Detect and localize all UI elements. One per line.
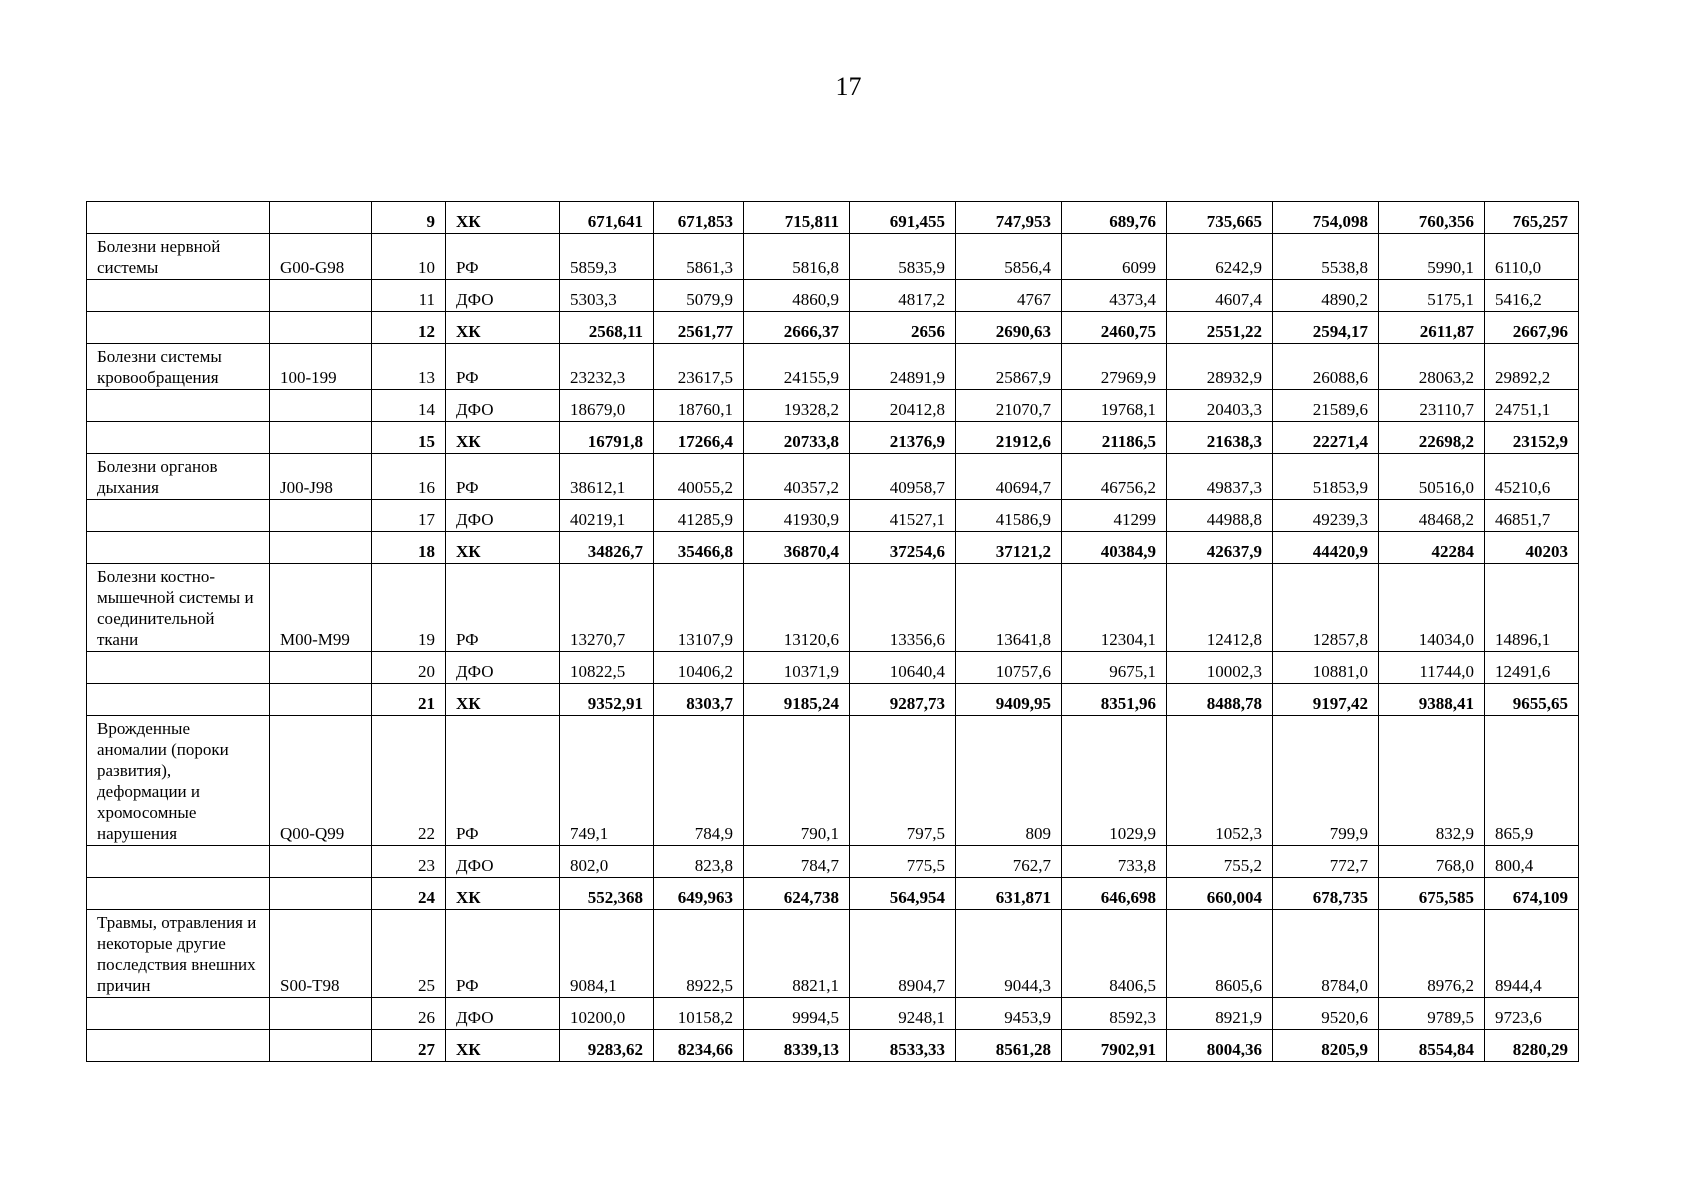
value-cell: 802,0	[560, 846, 654, 878]
value-cell: 784,9	[654, 716, 744, 846]
value-cell: 24751,1	[1485, 390, 1579, 422]
value-cell: 5538,8	[1273, 234, 1379, 280]
value-cell: 800,4	[1485, 846, 1579, 878]
value-cell: 5303,3	[560, 280, 654, 312]
value-cell: 6099	[1062, 234, 1167, 280]
value-cell: 23110,7	[1379, 390, 1485, 422]
table-row	[87, 998, 1579, 1030]
value-cell: 22698,2	[1379, 422, 1485, 454]
region-cell: ДФО	[446, 390, 560, 422]
table-row	[87, 500, 1579, 532]
region-cell: ХК	[446, 878, 560, 910]
value-cell: 21912,6	[956, 422, 1062, 454]
value-cell: 17266,4	[654, 422, 744, 454]
value-cell: 8605,6	[1167, 910, 1273, 998]
row-number-cell: 22	[372, 716, 446, 846]
value-cell: 1029,9	[1062, 716, 1167, 846]
value-cell: 10640,4	[850, 652, 956, 684]
value-cell: 9520,6	[1273, 998, 1379, 1030]
disease-name-cell	[87, 846, 270, 878]
value-cell: 19768,1	[1062, 390, 1167, 422]
value-cell: 10002,3	[1167, 652, 1273, 684]
value-cell: 772,7	[1273, 846, 1379, 878]
row-number-cell: 18	[372, 532, 446, 564]
value-cell: 10200,0	[560, 998, 654, 1030]
value-cell: 8351,96	[1062, 684, 1167, 716]
value-cell: 23232,3	[560, 344, 654, 390]
value-cell: 671,853	[654, 202, 744, 234]
value-cell: 38612,1	[560, 454, 654, 500]
table-row	[87, 1030, 1579, 1062]
value-cell: 13107,9	[654, 564, 744, 652]
disease-name-cell	[87, 998, 270, 1030]
value-cell: 5416,2	[1485, 280, 1579, 312]
value-cell: 9789,5	[1379, 998, 1485, 1030]
value-cell: 10822,5	[560, 652, 654, 684]
value-cell: 2667,96	[1485, 312, 1579, 344]
value-cell: 28063,2	[1379, 344, 1485, 390]
value-cell: 5859,3	[560, 234, 654, 280]
row-number-cell: 27	[372, 1030, 446, 1062]
value-cell: 41285,9	[654, 500, 744, 532]
value-cell: 12491,6	[1485, 652, 1579, 684]
table-row	[87, 280, 1579, 312]
value-cell: 40203	[1485, 532, 1579, 564]
statistics-table	[86, 201, 1579, 1062]
value-cell: 44420,9	[1273, 532, 1379, 564]
value-cell: 747,953	[956, 202, 1062, 234]
value-cell: 36870,4	[744, 532, 850, 564]
value-cell: 20403,3	[1167, 390, 1273, 422]
value-cell: 5990,1	[1379, 234, 1485, 280]
value-cell: 715,811	[744, 202, 850, 234]
table-row	[87, 910, 1579, 998]
disease-name-cell: Болезни нервной системы	[87, 234, 270, 280]
table-row	[87, 312, 1579, 344]
value-cell: 2551,22	[1167, 312, 1273, 344]
value-cell: 8821,1	[744, 910, 850, 998]
value-cell: 10371,9	[744, 652, 850, 684]
value-cell: 8904,7	[850, 910, 956, 998]
disease-name-cell	[87, 202, 270, 234]
value-cell: 865,9	[1485, 716, 1579, 846]
row-number-cell: 16	[372, 454, 446, 500]
value-cell: 5835,9	[850, 234, 956, 280]
value-cell: 9287,73	[850, 684, 956, 716]
icd-code-cell	[270, 532, 372, 564]
value-cell: 45210,6	[1485, 454, 1579, 500]
value-cell: 8280,29	[1485, 1030, 1579, 1062]
value-cell: 35466,8	[654, 532, 744, 564]
value-cell: 6242,9	[1167, 234, 1273, 280]
region-cell: ХК	[446, 532, 560, 564]
value-cell: 4607,4	[1167, 280, 1273, 312]
value-cell: 10757,6	[956, 652, 1062, 684]
value-cell: 22271,4	[1273, 422, 1379, 454]
icd-code-cell: 100-199	[270, 344, 372, 390]
region-cell: РФ	[446, 564, 560, 652]
icd-code-cell: Q00-Q99	[270, 716, 372, 846]
value-cell: 51853,9	[1273, 454, 1379, 500]
value-cell: 20733,8	[744, 422, 850, 454]
region-cell: ХК	[446, 684, 560, 716]
value-cell: 8234,66	[654, 1030, 744, 1062]
value-cell: 24155,9	[744, 344, 850, 390]
value-cell: 40219,1	[560, 500, 654, 532]
value-cell: 27969,9	[1062, 344, 1167, 390]
value-cell: 13120,6	[744, 564, 850, 652]
value-cell: 9994,5	[744, 998, 850, 1030]
value-cell: 26088,6	[1273, 344, 1379, 390]
value-cell: 762,7	[956, 846, 1062, 878]
value-cell: 9675,1	[1062, 652, 1167, 684]
value-cell: 775,5	[850, 846, 956, 878]
icd-code-cell	[270, 1030, 372, 1062]
value-cell: 4860,9	[744, 280, 850, 312]
value-cell: 40357,2	[744, 454, 850, 500]
row-number-cell: 14	[372, 390, 446, 422]
icd-code-cell: J00-J98	[270, 454, 372, 500]
value-cell: 13641,8	[956, 564, 1062, 652]
value-cell: 11744,0	[1379, 652, 1485, 684]
value-cell: 2611,87	[1379, 312, 1485, 344]
value-cell: 9388,41	[1379, 684, 1485, 716]
value-cell: 678,735	[1273, 878, 1379, 910]
disease-name-cell: Врожденные аномалии (пороки развития), деформации и хромосомные нарушения	[87, 716, 270, 846]
row-number-cell: 26	[372, 998, 446, 1030]
icd-code-cell	[270, 422, 372, 454]
value-cell: 733,8	[1062, 846, 1167, 878]
value-cell: 5816,8	[744, 234, 850, 280]
row-number-cell: 11	[372, 280, 446, 312]
table-row	[87, 390, 1579, 422]
value-cell: 8592,3	[1062, 998, 1167, 1030]
value-cell: 5856,4	[956, 234, 1062, 280]
value-cell: 8561,28	[956, 1030, 1062, 1062]
value-cell: 552,368	[560, 878, 654, 910]
table-row	[87, 878, 1579, 910]
value-cell: 4373,4	[1062, 280, 1167, 312]
value-cell: 9352,91	[560, 684, 654, 716]
value-cell: 675,585	[1379, 878, 1485, 910]
region-cell: ХК	[446, 312, 560, 344]
region-cell: РФ	[446, 454, 560, 500]
table-row	[87, 846, 1579, 878]
value-cell: 674,109	[1485, 878, 1579, 910]
value-cell: 14034,0	[1379, 564, 1485, 652]
value-cell: 2561,77	[654, 312, 744, 344]
value-cell: 41586,9	[956, 500, 1062, 532]
row-number-cell: 21	[372, 684, 446, 716]
value-cell: 24891,9	[850, 344, 956, 390]
disease-name-cell: Болезни костно-мышечной системы и соединительной ткани	[87, 564, 270, 652]
value-cell: 8944,4	[1485, 910, 1579, 998]
region-cell: ХК	[446, 202, 560, 234]
region-cell: ДФО	[446, 500, 560, 532]
value-cell: 21376,9	[850, 422, 956, 454]
value-cell: 40958,7	[850, 454, 956, 500]
disease-name-cell	[87, 878, 270, 910]
row-number-cell: 13	[372, 344, 446, 390]
value-cell: 9283,62	[560, 1030, 654, 1062]
row-number-cell: 24	[372, 878, 446, 910]
value-cell: 14896,1	[1485, 564, 1579, 652]
value-cell: 2690,63	[956, 312, 1062, 344]
value-cell: 624,738	[744, 878, 850, 910]
value-cell: 8205,9	[1273, 1030, 1379, 1062]
value-cell: 749,1	[560, 716, 654, 846]
region-cell: РФ	[446, 716, 560, 846]
value-cell: 10158,2	[654, 998, 744, 1030]
value-cell: 765,257	[1485, 202, 1579, 234]
value-cell: 44988,8	[1167, 500, 1273, 532]
disease-name-cell	[87, 684, 270, 716]
row-number-cell: 10	[372, 234, 446, 280]
region-cell: ДФО	[446, 998, 560, 1030]
value-cell: 768,0	[1379, 846, 1485, 878]
disease-name-cell	[87, 500, 270, 532]
disease-name-cell	[87, 390, 270, 422]
value-cell: 23152,9	[1485, 422, 1579, 454]
value-cell: 8921,9	[1167, 998, 1273, 1030]
value-cell: 13270,7	[560, 564, 654, 652]
value-cell: 790,1	[744, 716, 850, 846]
disease-name-cell	[87, 312, 270, 344]
value-cell: 41299	[1062, 500, 1167, 532]
value-cell: 23617,5	[654, 344, 744, 390]
value-cell: 41527,1	[850, 500, 956, 532]
value-cell: 48468,2	[1379, 500, 1485, 532]
row-number-cell: 20	[372, 652, 446, 684]
value-cell: 5861,3	[654, 234, 744, 280]
value-cell: 29892,2	[1485, 344, 1579, 390]
value-cell: 16791,8	[560, 422, 654, 454]
value-cell: 8533,33	[850, 1030, 956, 1062]
value-cell: 9197,42	[1273, 684, 1379, 716]
value-cell: 9723,6	[1485, 998, 1579, 1030]
value-cell: 8339,13	[744, 1030, 850, 1062]
value-cell: 40055,2	[654, 454, 744, 500]
value-cell: 689,76	[1062, 202, 1167, 234]
table-row	[87, 344, 1579, 390]
value-cell: 660,004	[1167, 878, 1273, 910]
disease-name-cell	[87, 532, 270, 564]
region-cell: РФ	[446, 344, 560, 390]
value-cell: 21186,5	[1062, 422, 1167, 454]
icd-code-cell	[270, 998, 372, 1030]
value-cell: 37254,6	[850, 532, 956, 564]
disease-name-cell	[87, 280, 270, 312]
icd-code-cell	[270, 652, 372, 684]
value-cell: 34826,7	[560, 532, 654, 564]
icd-code-cell	[270, 500, 372, 532]
icd-code-cell	[270, 684, 372, 716]
value-cell: 9084,1	[560, 910, 654, 998]
value-cell: 40384,9	[1062, 532, 1167, 564]
table-row	[87, 202, 1579, 234]
value-cell: 809	[956, 716, 1062, 846]
value-cell: 28932,9	[1167, 344, 1273, 390]
icd-code-cell	[270, 846, 372, 878]
icd-code-cell	[270, 202, 372, 234]
region-cell: ХК	[446, 1030, 560, 1062]
value-cell: 2568,11	[560, 312, 654, 344]
icd-code-cell	[270, 280, 372, 312]
value-cell: 8488,78	[1167, 684, 1273, 716]
value-cell: 46756,2	[1062, 454, 1167, 500]
value-cell: 9044,3	[956, 910, 1062, 998]
value-cell: 2656	[850, 312, 956, 344]
disease-name-cell: Болезни органов дыхания	[87, 454, 270, 500]
value-cell: 13356,6	[850, 564, 956, 652]
row-number-cell: 23	[372, 846, 446, 878]
icd-code-cell	[270, 878, 372, 910]
value-cell: 8784,0	[1273, 910, 1379, 998]
row-number-cell: 12	[372, 312, 446, 344]
value-cell: 4890,2	[1273, 280, 1379, 312]
icd-code-cell	[270, 312, 372, 344]
disease-name-cell	[87, 422, 270, 454]
value-cell: 564,954	[850, 878, 956, 910]
value-cell: 631,871	[956, 878, 1062, 910]
value-cell: 9409,95	[956, 684, 1062, 716]
value-cell: 21589,6	[1273, 390, 1379, 422]
disease-name-cell: Болезни системы кровообращения	[87, 344, 270, 390]
value-cell: 4817,2	[850, 280, 956, 312]
value-cell: 49837,3	[1167, 454, 1273, 500]
value-cell: 9453,9	[956, 998, 1062, 1030]
value-cell: 19328,2	[744, 390, 850, 422]
value-cell: 691,455	[850, 202, 956, 234]
value-cell: 42637,9	[1167, 532, 1273, 564]
value-cell: 21638,3	[1167, 422, 1273, 454]
table-row	[87, 234, 1579, 280]
value-cell: 12304,1	[1062, 564, 1167, 652]
value-cell: 40694,7	[956, 454, 1062, 500]
value-cell: 760,356	[1379, 202, 1485, 234]
value-cell: 755,2	[1167, 846, 1273, 878]
value-cell: 49239,3	[1273, 500, 1379, 532]
value-cell: 8406,5	[1062, 910, 1167, 998]
icd-code-cell	[270, 390, 372, 422]
value-cell: 649,963	[654, 878, 744, 910]
value-cell: 2666,37	[744, 312, 850, 344]
table-row	[87, 564, 1579, 652]
value-cell: 8922,5	[654, 910, 744, 998]
value-cell: 9248,1	[850, 998, 956, 1030]
value-cell: 5079,9	[654, 280, 744, 312]
value-cell: 18760,1	[654, 390, 744, 422]
table-row	[87, 454, 1579, 500]
table-row	[87, 422, 1579, 454]
value-cell: 8554,84	[1379, 1030, 1485, 1062]
value-cell: 10406,2	[654, 652, 744, 684]
value-cell: 6110,0	[1485, 234, 1579, 280]
value-cell: 8004,36	[1167, 1030, 1273, 1062]
value-cell: 25867,9	[956, 344, 1062, 390]
value-cell: 41930,9	[744, 500, 850, 532]
value-cell: 9655,65	[1485, 684, 1579, 716]
region-cell: РФ	[446, 234, 560, 280]
row-number-cell: 17	[372, 500, 446, 532]
value-cell: 671,641	[560, 202, 654, 234]
region-cell: ДФО	[446, 280, 560, 312]
value-cell: 7902,91	[1062, 1030, 1167, 1062]
value-cell: 8303,7	[654, 684, 744, 716]
table-row	[87, 652, 1579, 684]
value-cell: 2460,75	[1062, 312, 1167, 344]
value-cell: 10881,0	[1273, 652, 1379, 684]
value-cell: 37121,2	[956, 532, 1062, 564]
value-cell: 12857,8	[1273, 564, 1379, 652]
value-cell: 754,098	[1273, 202, 1379, 234]
value-cell: 18679,0	[560, 390, 654, 422]
value-cell: 4767	[956, 280, 1062, 312]
disease-name-cell	[87, 652, 270, 684]
disease-name-cell	[87, 1030, 270, 1062]
value-cell: 5175,1	[1379, 280, 1485, 312]
value-cell: 823,8	[654, 846, 744, 878]
value-cell: 12412,8	[1167, 564, 1273, 652]
value-cell: 735,665	[1167, 202, 1273, 234]
value-cell: 46851,7	[1485, 500, 1579, 532]
value-cell: 9185,24	[744, 684, 850, 716]
icd-code-cell: G00-G98	[270, 234, 372, 280]
region-cell: ХК	[446, 422, 560, 454]
value-cell: 797,5	[850, 716, 956, 846]
icd-code-cell: M00-M99	[270, 564, 372, 652]
value-cell: 8976,2	[1379, 910, 1485, 998]
value-cell: 42284	[1379, 532, 1485, 564]
disease-name-cell: Травмы, отравления и некоторые другие последствия внешних причин	[87, 910, 270, 998]
value-cell: 1052,3	[1167, 716, 1273, 846]
value-cell: 784,7	[744, 846, 850, 878]
table-row	[87, 684, 1579, 716]
value-cell: 646,698	[1062, 878, 1167, 910]
value-cell: 20412,8	[850, 390, 956, 422]
region-cell: ДФО	[446, 652, 560, 684]
value-cell: 799,9	[1273, 716, 1379, 846]
row-number-cell: 9	[372, 202, 446, 234]
table-row	[87, 532, 1579, 564]
value-cell: 832,9	[1379, 716, 1485, 846]
table-row	[87, 716, 1579, 846]
value-cell: 21070,7	[956, 390, 1062, 422]
value-cell: 2594,17	[1273, 312, 1379, 344]
icd-code-cell: S00-T98	[270, 910, 372, 998]
region-cell: ДФО	[446, 846, 560, 878]
value-cell: 50516,0	[1379, 454, 1485, 500]
page-number: 17	[835, 72, 862, 101]
row-number-cell: 19	[372, 564, 446, 652]
row-number-cell: 15	[372, 422, 446, 454]
region-cell: РФ	[446, 910, 560, 998]
row-number-cell: 25	[372, 910, 446, 998]
